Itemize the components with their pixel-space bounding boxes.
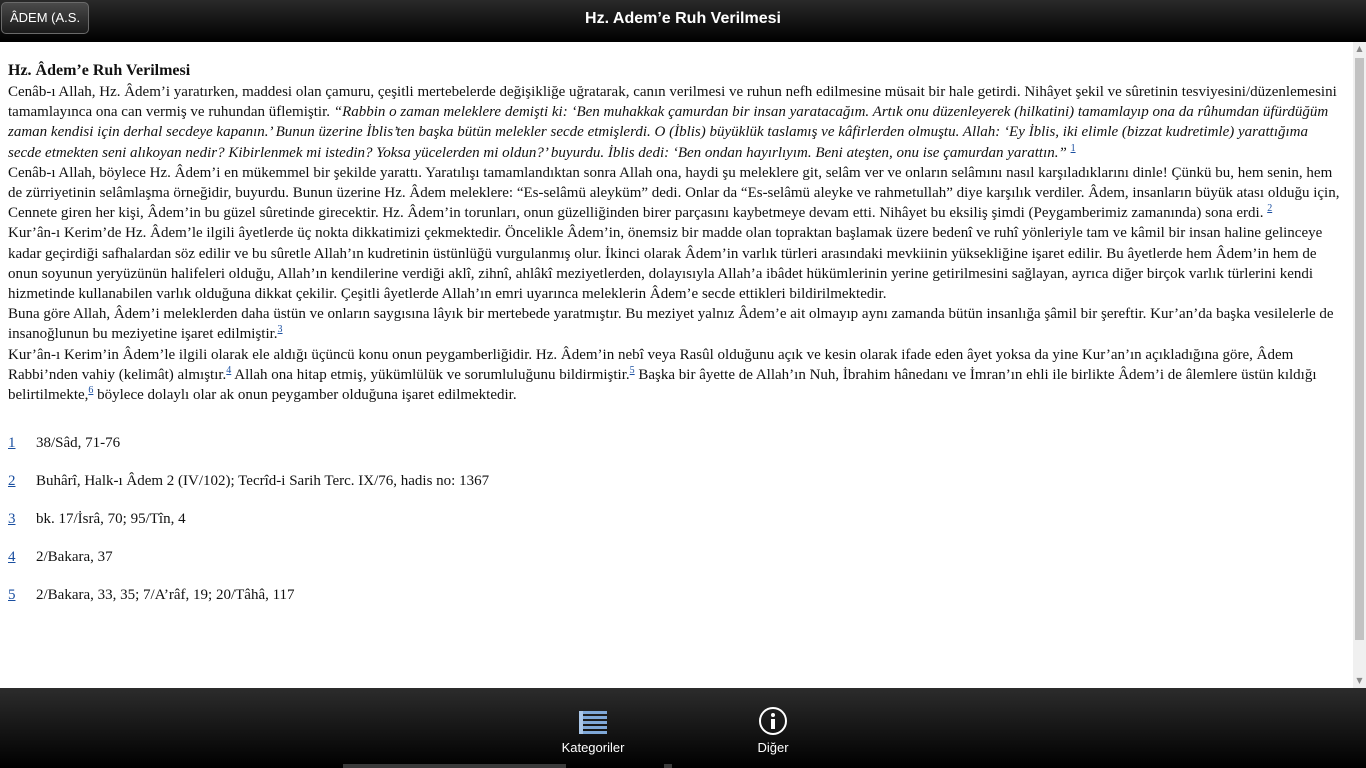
article-heading: Hz. Âdem’e Ruh Verilmesi [8, 62, 191, 79]
paragraph-5-text-c: Başka bir âyette de Allah’ın Nuh, İbrahim hânedanı ve İmran’ın ehli ile birlikte Âdem’i de âlemlere üstün kıldığı belirtilmekte, [8, 366, 1317, 404]
footnote-item [8, 509, 1344, 547]
paragraph-1 [8, 82, 1344, 163]
info-icon [758, 706, 788, 736]
top-app-bar [0, 0, 1366, 42]
footnote-text: 2/Bakara, 33, 35; 7/A’râf, 19; 20/Tâhâ, 117 [36, 587, 295, 604]
footnote-ref-2[interactable]: 2 [1267, 203, 1273, 215]
paragraph-4-text: Buna göre Allah, Âdem’i meleklerden daha üstün ve onların saygısına lâyık bir mertebede yaratmıştır. Bu meziyet yalnız Âdem’e ait olmayıp aynı zamanda bütün insanlığa şâmil bir şereftir. Kur’an’da başka vesilelerle de insanoğlunun bu meziyetine işaret edilmiştir. [8, 306, 1334, 343]
footnote-ref-1[interactable]: 1 [1070, 142, 1076, 154]
paragraph-1-quote: “Rabbin o zaman meleklere demişti ki: ‘Ben muhakkak çamurdan bir insan yaratacağım. Artık onu düzenleyerek (hilkatini) tamamlayıp ona da rûhumdan üfürdüğüm zaman kendisi için derhal secdeye kapanın.’ Bunun üzerine İblis’ten başka bütün melekler secde etmişlerdi. O (İblis) büyüklük taslamış ve kâfirlerden olmuştu. Allah: ‘Ey İblis, iki elimle (bizzat kudretimle) yarattığıma secde etmekten seni alıkoyan nedir? Kibirlenmek mi istedin? Yoksa yücelerden mi oldun?’ buyurdu. İblis dedi: ‘Ben ondan hayırlıyım. Beni ateşten, onu ise çamurdan yarattın.” [8, 104, 1329, 161]
footnote-link[interactable]: 3 [8, 511, 16, 528]
article-content[interactable] [0, 42, 1352, 688]
bottom-app-bar [0, 688, 1366, 768]
taskbar-edge [664, 764, 672, 768]
paragraph-5-text-d: böylece dolaylı olar ak onun peygamber olduğuna işaret edilmektedir. [97, 387, 517, 404]
footnote-item [8, 585, 1344, 623]
footnote-link[interactable]: 1 [8, 435, 16, 452]
categories-label: Kategoriler [561, 740, 625, 755]
footnote-item [8, 433, 1344, 471]
footnote-ref-6[interactable]: 6 [88, 385, 94, 397]
scrollbar-thumb[interactable] [1355, 58, 1364, 640]
paragraph-2 [8, 163, 1344, 224]
scroll-down-arrow-icon[interactable]: ▼ [1356, 676, 1363, 685]
footnote-link[interactable]: 2 [8, 473, 16, 490]
list-icon [578, 706, 608, 736]
other-label: Diğer [757, 740, 789, 755]
paragraph-5-text-a: Kur’ân-ı Kerim’in Âdem’le ilgili olarak ele aldığı üçüncü konu onun peygamberliğidir. Hz. Âdem’in nebî veya Rasûl olduğunu açık ve kesin olarak ifade eden âyet yoksa da yine Kur’an’ın açıkladığına göre, Âdem Rabbi’nden vahiy (kelimât) almıştır. [8, 346, 1294, 383]
footnote-item [8, 471, 1344, 509]
paragraph-2-text: Cenâb-ı Allah, böylece Hz. Âdem’i en mükemmel bir şekilde yarattı. Yaratılışı tamamlandıktan sonra Allah ona, haydi şu meleklere git, selâm ver ve onların selâmını nasıl karşıladıklarını dinle! Çünkü bu, hem senin, hem de zürriyetinin selâmlaşma örneğidir, buyurdu. Bunun üzerine Hz. Âdem meleklere: “Es-selâmü aleyküm” dedi. Onlar da “Es-selâmü aleyke ve rahmetullah” diye karşılık verdiler. Âdem, insanların büyük atası olduğu için, Cennete giren her kişi, Âdem’in bu güzel sûretinde girecektir. Hz. Âdem’in torunları, onun güzelliğinden birer parçasını kaybetmeye devam etti. Nihâyet bu eksiliş şimdi (Peygamberimiz zamanında) sona erdi. [8, 164, 1340, 222]
footnotes-list [8, 433, 1344, 623]
footnote-text: bk. 17/İsrâ, 70; 95/Tîn, 4 [36, 511, 186, 528]
back-button[interactable]: ÂDEM (A.S. [1, 2, 89, 34]
paragraph-3: Kur’ân-ı Kerim’de Hz. Âdem’le ilgili âyetlerde üç nokta dikkatimizi çekmektedir. Öncelikle Âdem’in, önemsiz bir madde olan topraktan başlamak üzere bedenî ve ruhî yönleriyle tam ve kâmil bir insan haline gelinceye kadar geçirdiği safhalardan söz edilir ve bu sûretle Allah’ın kudretinin üstünlüğü vurgulanmış olur. İkinci olarak Âdem’in varlık türleri arasındaki mevkiinin yüksekliğine işaret edilir. Bu âyetlerde hem Âdem’in hem de onun soyunun yeryüzünün halifeleri olduğu, Allah’ın kendilerine verdiği aklî, zihnî, ahlâkî meziyetlerden, dolayısıyla Allah’a ibâdet hükümlerinin yerine getirilmesini sağlayan, ayrıca diğer birçok varlık türlerini kendi hizmetinde kullanabilen varlık olduğuna dikkat çekilir. Çeşitli âyetlerde Allah’ın emri uyarınca meleklerin Âdem’e secde ettikleri bildirilmektedir. [8, 225, 1323, 303]
footnote-ref-4[interactable]: 4 [226, 364, 232, 376]
taskbar-edge [343, 764, 566, 768]
footnote-link[interactable]: 5 [8, 587, 16, 604]
footnote-ref-3[interactable]: 3 [277, 324, 283, 336]
scroll-up-arrow-icon[interactable]: ▲ [1356, 44, 1363, 53]
footnote-text: 2/Bakara, 37 [36, 549, 113, 566]
categories-button[interactable] [553, 706, 633, 755]
paragraph-4 [8, 304, 1344, 344]
footnote-ref-5[interactable]: 5 [629, 364, 635, 376]
footnote-link[interactable]: 4 [8, 549, 16, 566]
paragraph-1-text: Cenâb-ı Allah, Hz. Âdem’i yaratırken, maddesi olan çamuru, çeşitli mertebelerde değişikliğe uğratarak, canın verilmesi ve ruhun nefh edilmesine müsait bir hale getirdi. Nihâyet şekil ve sûretinin tesviyesini/düzenlemesini tamamlayınca ona can vermiş ve ruhundan üflemiştir. [8, 84, 1337, 121]
footnote-item [8, 547, 1344, 585]
footnote-text: 38/Sâd, 71-76 [36, 435, 121, 452]
paragraph-5-text-b: Allah ona hitap etmiş, yükümlülük ve sorumluluğunu bildirmiştir. [234, 366, 630, 383]
vertical-scrollbar[interactable] [1353, 42, 1366, 688]
page-title: Hz. Adem’e Ruh Verilmesi [585, 10, 781, 27]
footnote-text: Buhârî, Halk-ı Âdem 2 (IV/102); Tecrîd-i Sarih Terc. IX/76, hadis no: 1367 [36, 473, 490, 490]
paragraph-5 [8, 345, 1344, 406]
other-button[interactable] [733, 706, 813, 755]
